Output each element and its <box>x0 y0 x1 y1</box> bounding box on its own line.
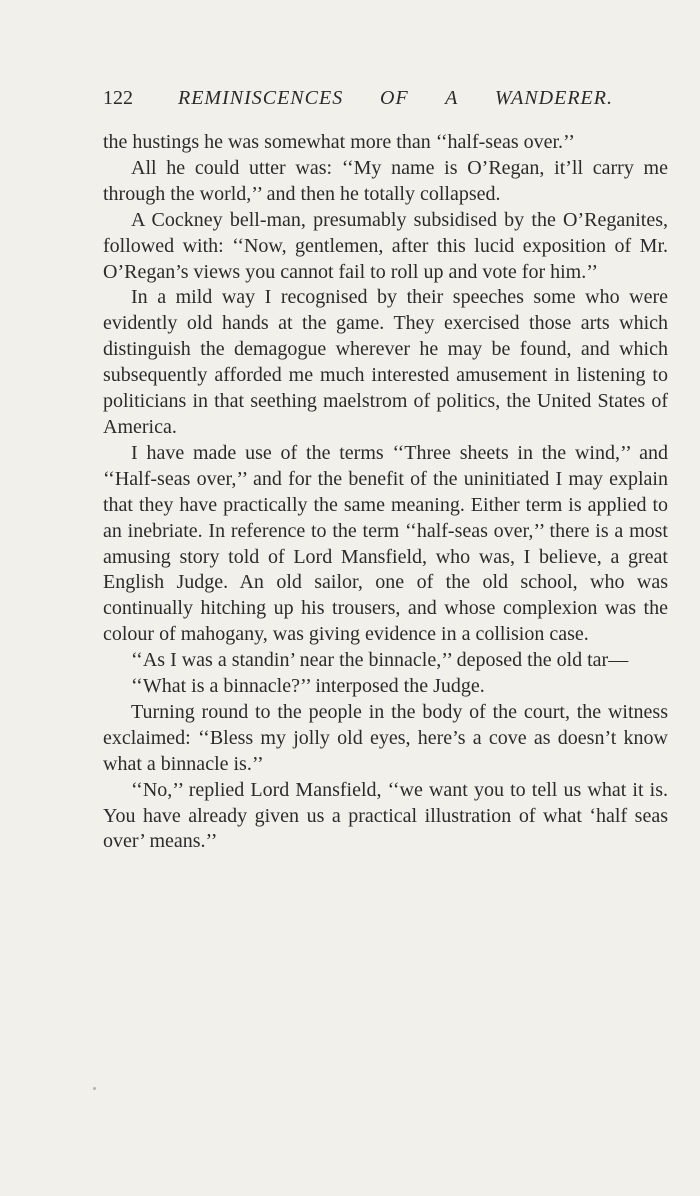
page-number: 122 <box>103 87 133 109</box>
paragraph: ‘‘No,’’ replied Lord Mansfield, ‘‘we want you to tell us what it is. You have already given us a practical illustration of what ‘half seas over’ means.’’ <box>103 778 668 853</box>
paragraph: In a mild way I recognised by their speeches some who were evidently old hands at the game. They exercised those arts which distinguish the demagogue wherever he may be found, and which subsequently afforded me much interested amusement in listening to politicians in that seething maelstrom of politics, the United States of America. <box>103 286 668 438</box>
paragraph: All he could utter was: ‘‘My name is O’Regan, it’ll carry me through the world,’’ and then he totally collapsed. <box>103 156 668 205</box>
paragraph: the hustings he was somewhat more than ‘‘half-seas over.’’ <box>103 131 575 153</box>
paper-speck <box>93 1087 96 1090</box>
running-head <box>103 85 613 111</box>
paragraph: I have made use of the terms ‘‘Three sheets in the wind,’’ and ‘‘Half-seas over,’’ and for the benefit of the uninitiated I may explain that they have practically the same meaning. Either term is applied to an inebriate. In reference to the term ‘‘half-seas over,’’ there is a most amusing story told of Lord Mansfield, who was, I believe, a great English Judge. An old sailor, one of the old school, who was continually hitching up his trousers, and whose complexion was the colour of mahogany, was giving evidence in a collision case. <box>103 441 668 646</box>
paragraph: ‘‘As I was a standin’ near the binnacle,’’ deposed the old tar— <box>131 649 629 672</box>
running-title: REMINISCENCES OF A WANDERER. <box>178 87 613 109</box>
paragraph: A Cockney bell-man, presumably subsidised by the O’Reganites, followed with: ‘‘Now, gentlemen, after this lucid exposition of Mr. O’Regan’s views you cannot fail to roll up and vote for him.’’ <box>103 208 668 283</box>
body-text <box>103 130 668 855</box>
paragraph: Turning round to the people in the body of the court, the witness exclaimed: ‘‘Bless my jolly old eyes, here’s a cove as doesn’t know what a binnacle is.’’ <box>103 700 668 775</box>
paragraph: ‘‘What is a binnacle?’’ interposed the Judge. <box>131 675 485 698</box>
